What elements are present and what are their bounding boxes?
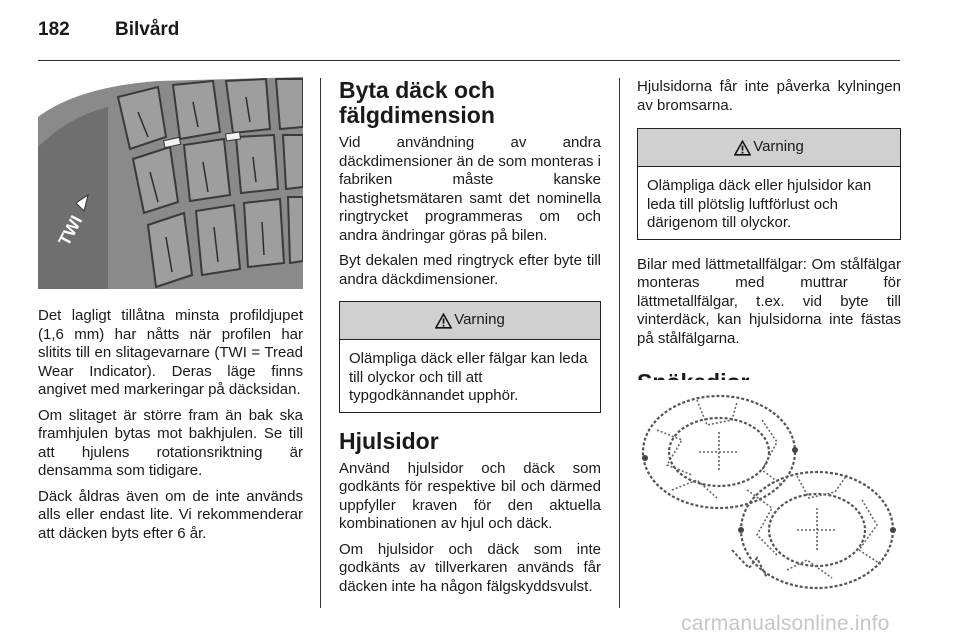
heading-hjulsidor: Hjulsidor xyxy=(339,427,439,454)
column-3 xyxy=(637,78,901,401)
column-2 xyxy=(339,78,601,603)
paragraph: Det lagligt tillåtna minsta profildjupet (1,6 mm) har nåtts när profilen har slitits till en slitagevarnare (TWI = Tread Wear Indicator). Deras läge finns angivet med markeringar på däcksidan. xyxy=(38,307,303,398)
paragraph: Vid användning av andra däckdimensioner än de som monteras i fabriken måste kanske hastighetsmätaren samt det nominella ringtrycket programmeras om och andra ändringar göras på bilen. xyxy=(339,134,601,244)
column-1-text xyxy=(38,307,303,550)
warning-triangle-icon xyxy=(435,313,452,329)
paragraph: Om hjulsidor och däck som inte godkänts av tillverkaren används får däcken inte ha någon fälgskyddsvulst. xyxy=(339,540,601,595)
column-divider-1 xyxy=(320,78,321,608)
paragraph: Hjulsidorna får inte påverka kylningen av bromsarna. xyxy=(637,78,901,114)
paragraph: Bilar med lättmetallfälgar: Om stålfälgar monteras med muttrar för lättmetallfälgar, t.ex. vid byte till vinterdäck, kan hjulsidorna inte fästas på stålfälgarna. xyxy=(637,255,901,347)
snow-chains-illustration xyxy=(637,380,901,592)
warning-header xyxy=(638,129,900,167)
paragraph: Om slitaget är större fram än bak ska framhjulen bytas mot bakhjulen. Se till att hjulens rotationsriktning är densamma som tidigare. xyxy=(38,406,303,479)
page-number: 182 xyxy=(38,19,70,40)
warning-text: Olämpliga däck eller hjulsidor kan leda till plötslig luftförlust och därigenom till olyckor. xyxy=(647,177,872,231)
warning-title: Varning xyxy=(753,138,804,156)
warning-header xyxy=(340,302,600,340)
warning-box xyxy=(637,128,901,240)
heading-byta-dack: Byta däck och fälgdimension xyxy=(339,77,495,128)
paragraph: Använd hjulsidor och däck som godkänts för respektive bil och därmed uppfyller kraven för den aktuella kombinationen av hjul och däck. xyxy=(339,459,601,532)
twi-label: TWI xyxy=(54,212,87,249)
warning-box xyxy=(339,301,601,413)
column-divider-2 xyxy=(619,78,620,608)
warning-triangle-icon xyxy=(734,140,751,156)
warning-title: Varning xyxy=(454,311,505,329)
warning-text: Olämpliga däck eller fälgar kan leda till olyckor och till att typgodkännandet upphör. xyxy=(349,350,588,404)
header-divider xyxy=(38,60,900,61)
paragraph: Däck åldras även om de inte används alls eller endast lite. Vi rekommenderar att däcken byts efter 6 år. xyxy=(38,487,303,542)
paragraph: Byt dekalen med ringtryck efter byte till andra däckdimensioner. xyxy=(339,252,601,288)
watermark: carmanualsonline.info xyxy=(681,612,890,635)
section-title: Bilvård xyxy=(115,19,180,40)
tyre-tread-illustration xyxy=(38,77,303,289)
